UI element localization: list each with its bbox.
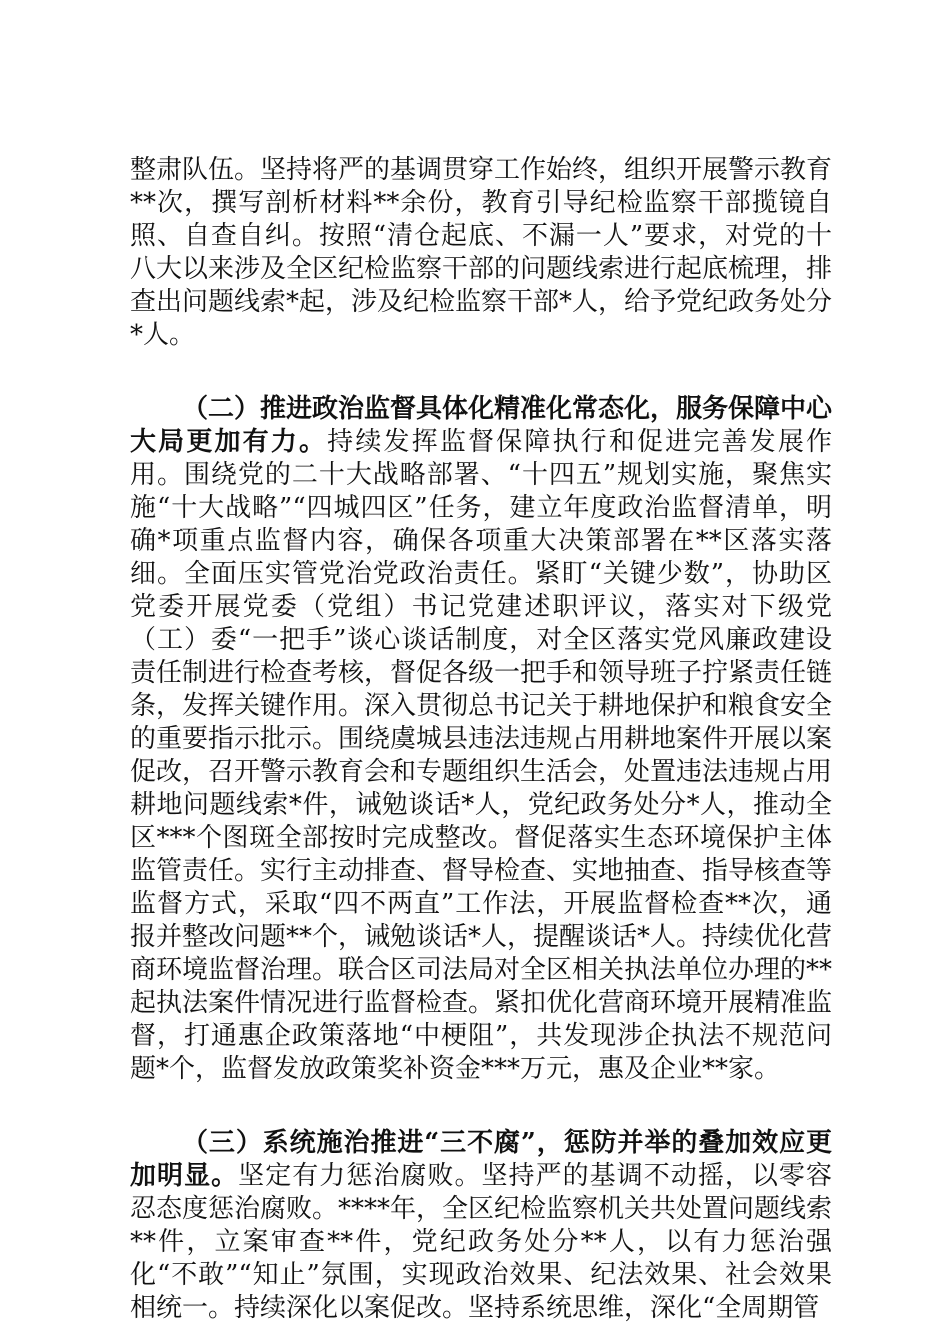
paragraph-2-heading: （二）推进政治监督具体化精准化常态化，服务保障中心大局更加有力。	[130, 394, 833, 457]
paragraph-1	[130, 154, 832, 352]
paragraph-2-text: 持续发挥监督保障执行和促进完善发展作用。围绕党的二十大战略部署、“十四五”规划实施，聚焦实施“十大战略”“四城四区”任务，建立年度政治监督清单，明确*项重点监督内容，确保各项重大决策部署在**区落实落细。全面压实管党治党政治责任。紧盯“关键少数”，协助区党委开展党委（党组）书记党建述职评议，落实对下级党（工）委“一把手”谈心谈话制度，对全区落实党风廉政建设责任制进行检查考核，督促各级一把手和领导班子拧紧责任链条，发挥关键作用。深入贯彻总书记关于耕地保护和粮食安全的重要指示批示。围绕虞城县违法违规占用耕地案件开展以案促改，召开警示教育会和专题组织生活会，处置违法违规占用耕地问题线索*件，诫勉谈话*人，党纪政务处分*人，推动全区***个图斑全部按时完成整改。督促落实生态环境保护主体监管责任。实行主动排查、督导检查、实地抽查、指导核查等监督方式，采取“四不两直”工作法，开展监督检查**次，通报并整改问题**个，诫勉谈话*人，提醒谈话*人。持续优化营商环境监督治理。联合区司法局对全区相关执法单位办理的**起执法案件情况进行监督检查。紧扣优化营商环境开展精准监督，打通惠企政策落地“中梗阻”，共发现涉企执法不规范问题*个，监督发放政策奖补资金***万元，惠及企业**家。	[130, 427, 833, 1084]
document-body	[130, 154, 832, 1325]
paragraph-3-text: 坚定有力惩治腐败。坚持严的基调不动摇，以零容忍态度惩治腐败。****年，全区纪检监察机关共处置问题线索**件，立案审查**件，党纪政务处分**人，以有力惩治强化“不敢”“知止”氛围，实现政治效果、纪法效果、社会效果相统一。持续深化以案促改。坚持系统思维，深化“全周期管	[130, 1161, 833, 1323]
paragraph-spacer	[130, 1086, 832, 1127]
paragraph-2	[130, 393, 832, 1086]
paragraph-3	[130, 1127, 832, 1325]
paragraph-1-text: 整肃队伍。坚持将严的基调贯穿工作始终，组织开展警示教育**次，撰写剖析材料**余份，教育引导纪检监察干部揽镜自照、自查自纠。按照“清仓起底、不漏一人”要求，对党的十八大以来涉及全区纪检监察干部的问题线索进行起底梳理，排查出问题线索*起，涉及纪检监察干部*人，给予党纪政务处分*人。	[130, 155, 833, 350]
paragraph-spacer	[130, 352, 832, 393]
paragraph-3-heading: （三）系统施治推进“三不腐”，惩防并举的叠加效应更加明显。	[130, 1128, 832, 1191]
